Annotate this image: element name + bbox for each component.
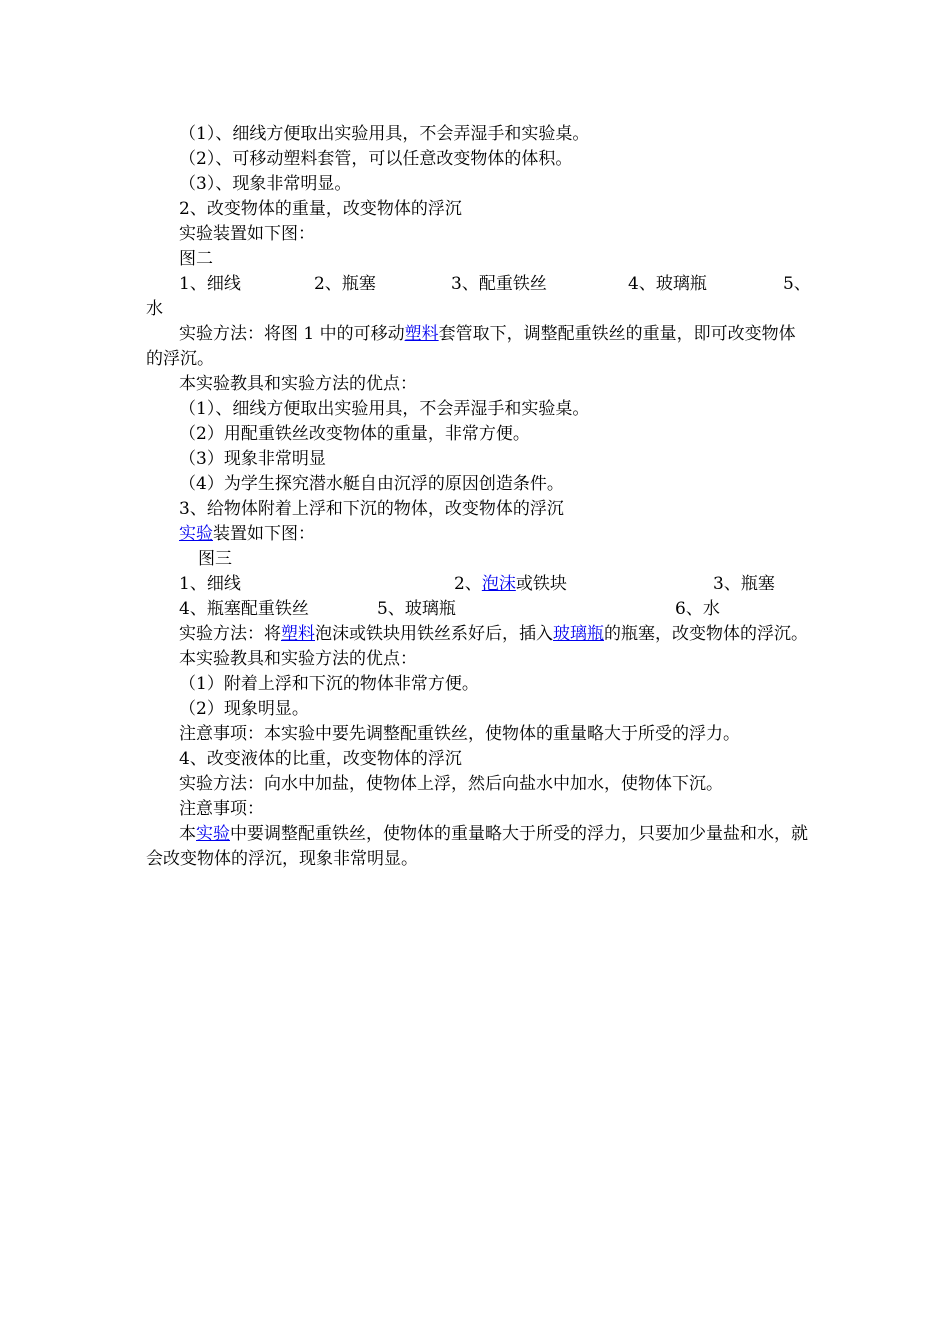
figure-3-legend-row-1 (146, 572, 810, 597)
legend-item: 3、瓶塞 (713, 574, 775, 594)
figure-2-legend (146, 272, 810, 297)
advantage-item-3: （3）、现象非常明显。 (179, 174, 352, 194)
text-run: 2、 (454, 574, 482, 594)
link-experiment[interactable]: 实验 (196, 824, 230, 844)
text-run: 中要调整配重铁丝，使物体的重量略大于所受的浮力，只要加少量盐和水，就会改变物体的浮沉，现象非常明显。 (146, 824, 808, 869)
method-paragraph-4: 实验方法：向水中加盐，使物体上浮，然后向盐水中加水，使物体下沉。 (179, 774, 723, 794)
text-run: 或铁块 (515, 574, 567, 594)
section-4-heading: 4、改变液体的比重，改变物体的浮沉 (179, 749, 462, 769)
link-foam[interactable]: 泡沫 (481, 574, 516, 594)
advantages-heading: 本实验教具和实验方法的优点： (179, 374, 417, 394)
legend-item: 4、瓶塞配重铁丝 (179, 599, 309, 619)
advantage-item-2: （2）用配重铁丝改变物体的重量，非常方便。 (179, 424, 530, 444)
legend-item: 6、水 (675, 599, 720, 619)
legend-item: 1、细线 (179, 574, 241, 594)
advantage-item-1: （1）附着上浮和下沉的物体非常方便。 (179, 674, 479, 694)
figure-3-caption: 图三 (198, 549, 232, 569)
note-paragraph: 注意事项：本实验中要先调整配重铁丝，使物体的重量略大于所受的浮力。 (179, 724, 740, 744)
advantage-item-2: （2）现象明显。 (179, 699, 309, 719)
figure-2-caption: 图二 (179, 249, 213, 269)
setup-label (146, 522, 810, 547)
link-experiment[interactable]: 实验 (179, 524, 213, 544)
link-plastic[interactable]: 塑料 (281, 624, 315, 644)
advantages-heading: 本实验教具和实验方法的优点： (179, 649, 417, 669)
figure-3-legend-row-2 (146, 597, 810, 622)
text-run: 实验方法：将图 1 中的可移动 (179, 324, 405, 344)
advantage-item-1: （1）、细线方便取出实验用具，不会弄湿手和实验桌。 (179, 124, 590, 144)
legend-continuation: 水 (146, 299, 163, 319)
legend-item: 1、细线 (179, 274, 241, 294)
document-body (146, 122, 810, 872)
advantage-item-3: （3）现象非常明显 (179, 449, 326, 469)
method-paragraph-2 (146, 322, 810, 372)
method-paragraph-3 (146, 622, 810, 647)
note-heading: 注意事项： (179, 799, 264, 819)
text-run: 实验方法：将 (179, 624, 281, 644)
legend-item: 3、配重铁丝 (451, 274, 547, 294)
text-run: 本 (179, 824, 196, 844)
legend-item (454, 572, 567, 597)
note-paragraph-final (146, 822, 810, 872)
advantage-item-4: （4）为学生探究潜水艇自由沉浮的原因创造条件。 (179, 474, 564, 494)
text-run: 泡沫或铁块用铁丝系好后，插入 (315, 624, 553, 644)
advantage-item-2: （2）、可移动塑料套管，可以任意改变物体的体积。 (179, 149, 573, 169)
link-glass-bottle[interactable]: 玻璃瓶 (553, 624, 604, 644)
section-2-heading: 2、改变物体的重量，改变物体的浮沉 (179, 199, 462, 219)
section-3-heading: 3、给物体附着上浮和下沉的物体，改变物体的浮沉 (179, 499, 564, 519)
text-run: 装置如下图： (213, 524, 315, 544)
advantage-item-1: （1）、细线方便取出实验用具，不会弄湿手和实验桌。 (179, 399, 590, 419)
setup-label: 实验装置如下图： (179, 224, 315, 244)
text-run: 的瓶塞，改变物体的浮沉。 (604, 624, 808, 644)
link-plastic[interactable]: 塑料 (404, 324, 439, 344)
legend-item: 5、玻璃瓶 (377, 599, 456, 619)
legend-item: 2、瓶塞 (314, 274, 376, 294)
legend-item: 4、玻璃瓶 (628, 274, 707, 294)
legend-item: 5、 (783, 274, 811, 294)
text-run: 套管取下，调整配重铁丝的重量，即可改变物体的浮沉。 (146, 324, 796, 369)
